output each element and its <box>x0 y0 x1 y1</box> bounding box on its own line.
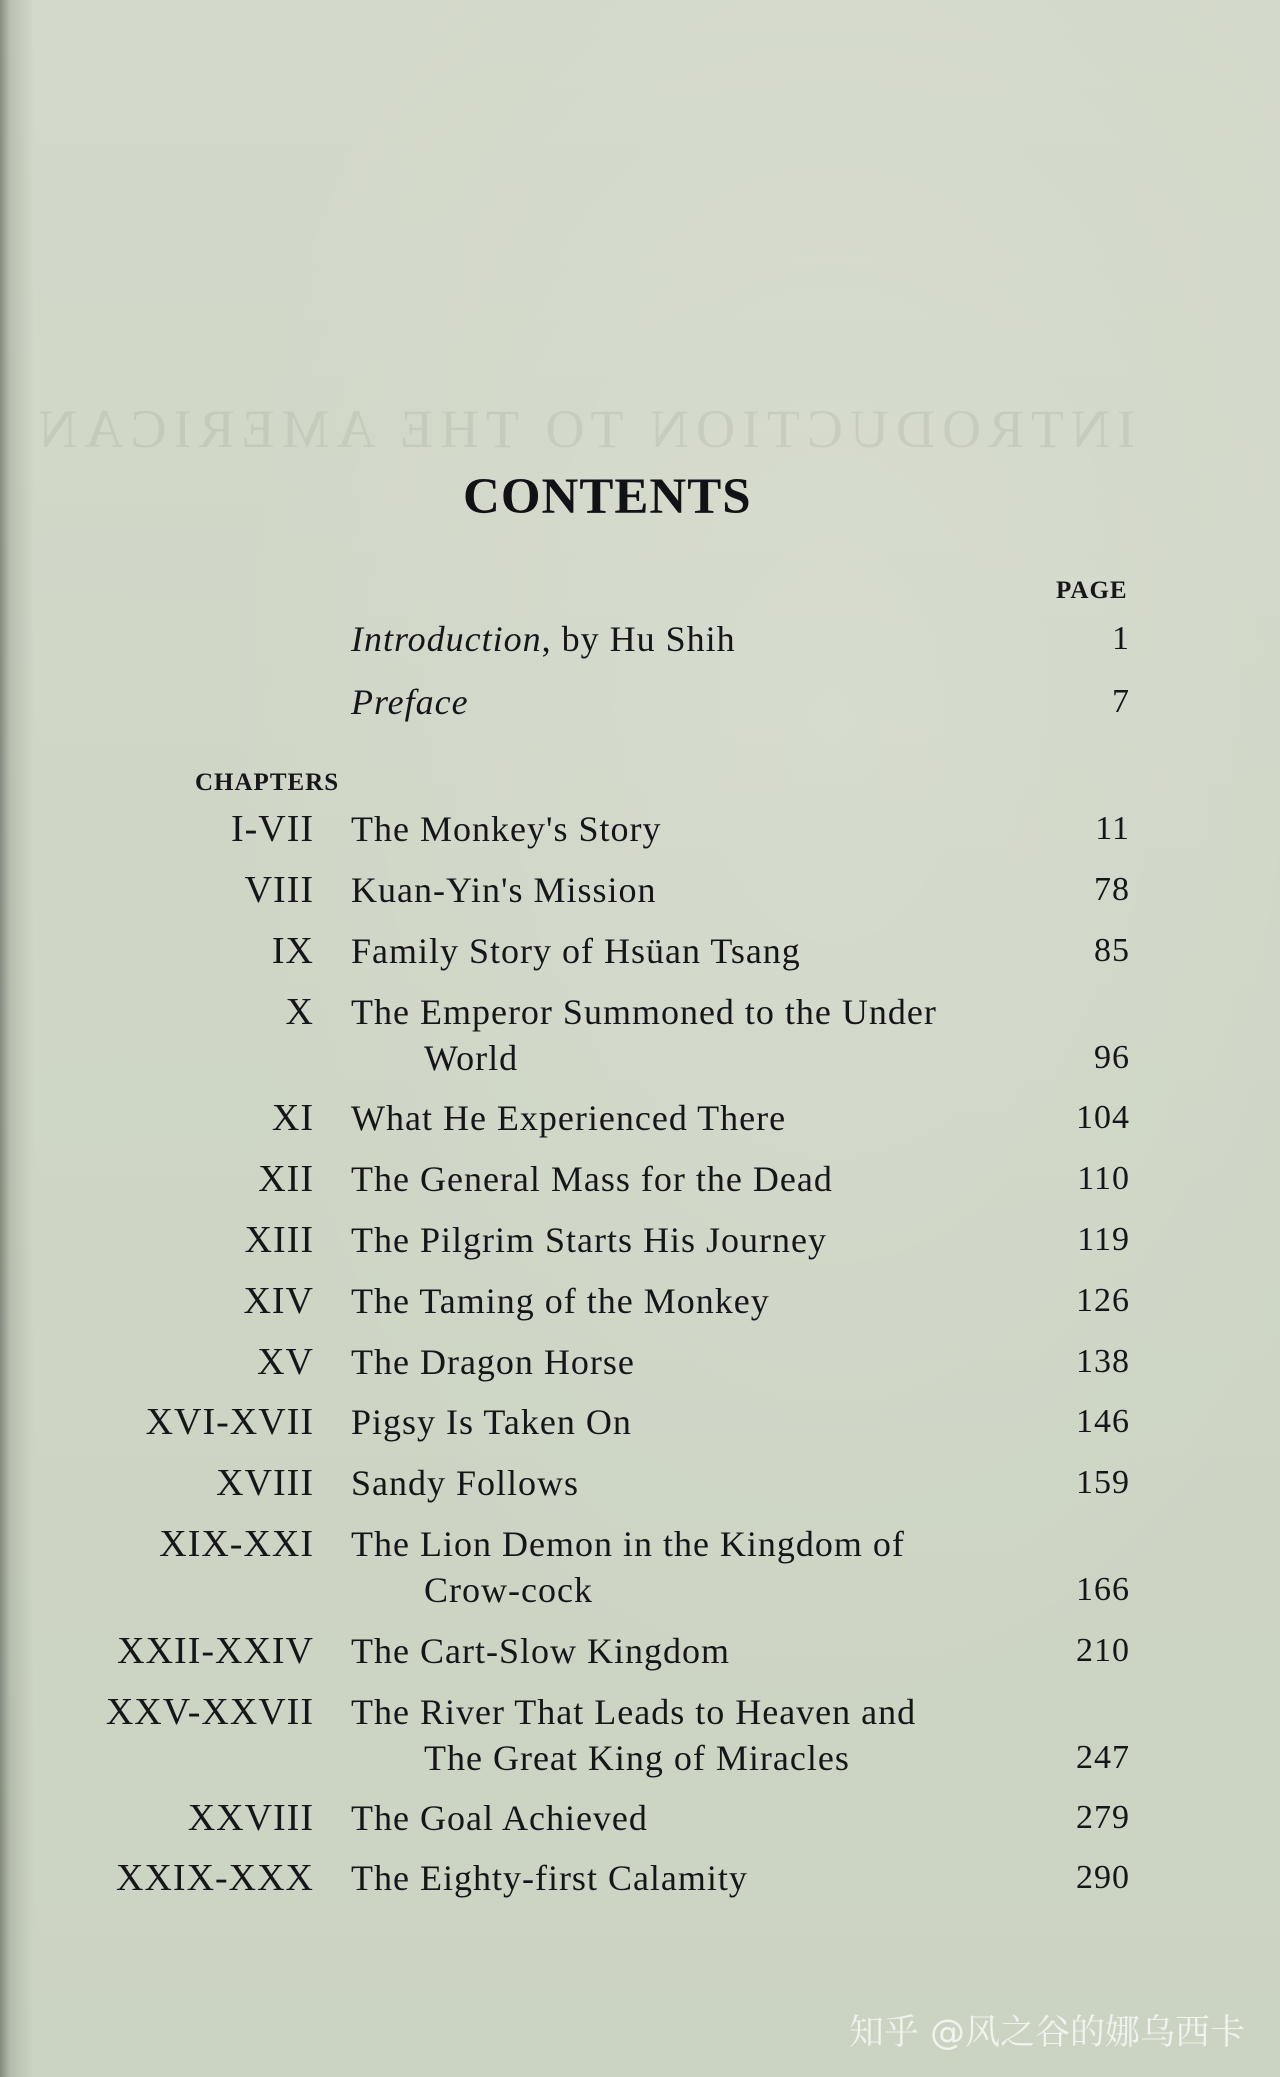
chapter-title: Pigsy Is Taken On <box>351 1402 632 1442</box>
chapter-page-number: 104 <box>1076 1099 1130 1136</box>
chapter-title: Kuan-Yin's Mission <box>351 870 657 910</box>
chapter-title-continuation: World <box>424 1038 519 1078</box>
chapter-page-number: 78 <box>1094 871 1130 908</box>
front-matter-title <box>351 679 469 725</box>
chapter-numeral: IX <box>271 930 314 972</box>
chapter-numeral: VIII <box>244 869 314 911</box>
chapter-title: The Dragon Horse <box>351 1342 635 1382</box>
chapter-title: What He Experienced There <box>351 1098 787 1138</box>
chapter-title: The General Mass for the Dead <box>351 1159 833 1199</box>
chapter-numeral: XXV-XXVII <box>105 1691 314 1733</box>
chapter-numeral: XXVIII <box>187 1797 314 1839</box>
chapter-page-number: 126 <box>1076 1282 1130 1319</box>
front-matter-title <box>351 616 736 662</box>
chapter-page-number: 210 <box>1076 1632 1130 1669</box>
chapter-title: The Eighty-first Calamity <box>351 1858 748 1898</box>
chapter-numeral: X <box>285 991 314 1033</box>
chapter-numeral: XIV <box>243 1280 314 1322</box>
chapter-page-number: 146 <box>1076 1403 1130 1440</box>
show-through-text: INTRODUCTION TO THE AMERICAN <box>31 399 1135 459</box>
chapter-title-continuation: The Great King of Miracles <box>424 1738 850 1778</box>
chapter-page-number: 247 <box>1076 1739 1130 1776</box>
chapter-page-number: 110 <box>1077 1160 1130 1197</box>
chapter-title: The River That Leads to Heaven and <box>351 1692 917 1732</box>
chapters-column-header: CHAPTERS <box>195 769 340 796</box>
front-matter-title-italic: Introduction <box>351 619 542 659</box>
chapter-page-number: 119 <box>1077 1221 1130 1258</box>
front-matter-title-italic: Preface <box>351 682 469 722</box>
chapter-numeral: XIX-XXI <box>159 1523 314 1565</box>
chapter-page-number: 290 <box>1076 1859 1130 1896</box>
chapter-numeral: XXII-XXIV <box>117 1630 314 1672</box>
chapter-numeral: XXIX-XXX <box>116 1857 314 1899</box>
chapter-title: The Goal Achieved <box>351 1798 648 1838</box>
front-matter-page-number: 1 <box>1112 620 1130 657</box>
front-matter-page-number: 7 <box>1112 683 1130 720</box>
front-matter-title-rest: , by Hu Shih <box>541 619 736 659</box>
chapter-title: The Pilgrim Starts His Journey <box>351 1220 827 1260</box>
page-column-header: PAGE <box>1056 577 1128 604</box>
chapter-title: The Lion Demon in the Kingdom of <box>351 1524 905 1564</box>
contents-heading: CONTENTS <box>463 469 752 525</box>
chapter-numeral: XVIII <box>216 1462 314 1504</box>
chapter-page-number: 159 <box>1076 1464 1130 1501</box>
chapter-numeral: XVI-XVII <box>145 1401 314 1443</box>
chapter-numeral: XIII <box>244 1219 314 1261</box>
chapter-page-number: 11 <box>1095 810 1130 847</box>
chapter-numeral: I-VII <box>230 808 314 850</box>
chapter-page-number: 96 <box>1094 1039 1130 1076</box>
chapter-page-number: 279 <box>1076 1799 1130 1836</box>
chapter-title: The Taming of the Monkey <box>351 1281 770 1321</box>
chapter-title: Family Story of Hsüan Tsang <box>351 931 801 971</box>
chapter-page-number: 85 <box>1094 932 1130 969</box>
chapter-title: The Cart-Slow Kingdom <box>351 1631 730 1671</box>
chapter-numeral: XII <box>258 1158 314 1200</box>
chapter-title: Sandy Follows <box>351 1463 580 1503</box>
chapter-title: The Emperor Summoned to the Under <box>351 992 937 1032</box>
chapter-title: The Monkey's Story <box>351 809 662 849</box>
chapter-page-number: 138 <box>1076 1343 1130 1380</box>
chapter-page-number: 166 <box>1076 1571 1130 1608</box>
watermark: 知乎 @风之谷的娜乌西卡 <box>848 2013 1245 2053</box>
chapter-title-continuation: Crow-cock <box>424 1570 593 1610</box>
chapter-numeral: XV <box>257 1341 314 1383</box>
chapter-numeral: XI <box>271 1097 314 1139</box>
